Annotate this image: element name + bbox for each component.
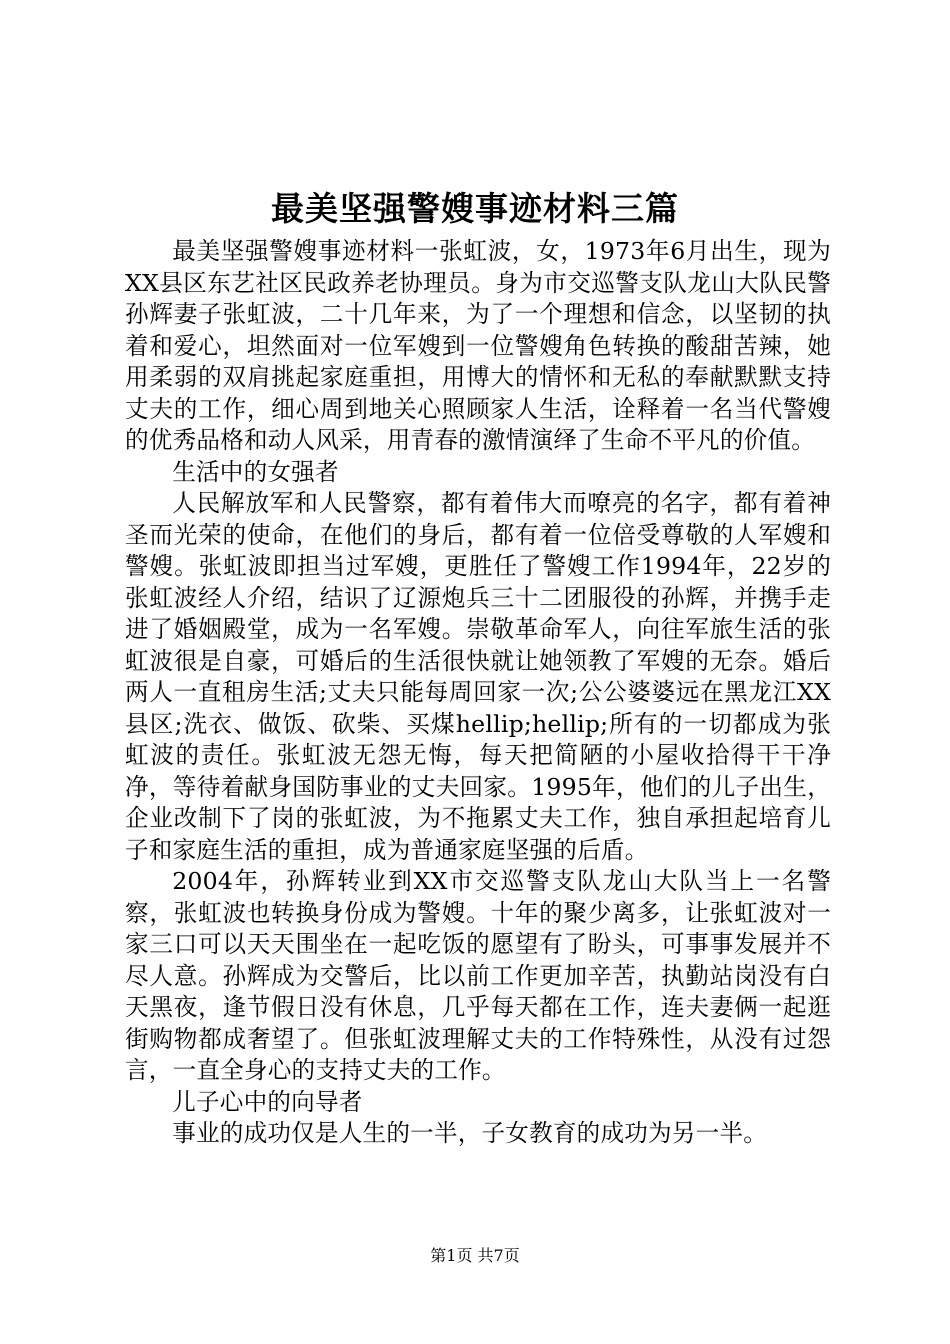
document-body [125,236,831,1150]
body-paragraph: 人民解放军和人民警察，都有着伟大而嘹亮的名字，都有着神圣而光荣的使命，在他们的身后，都有着一位倍受尊敬的人军嫂和警嫂。张虹波即担当过军嫂，更胜任了警嫂工作1994年，22岁的张虹波经人介绍，结识了辽源炮兵三十二团服役的孙辉，并携手走进了婚姻殿堂，成为一名军嫂。崇敬革命军人，向往军旅生活的张虹波很是自豪，可婚后的生活很快就让她领教了军嫂的无奈。婚后两人一直租房生活;丈夫只能每周回家一次;公公婆婆远在黑龙江XX县区;洗衣、做饭、砍柴、买煤hellip;hellip;所有的一切都成为张虹波的责任。张虹波无怨无悔，每天把简陋的小屋收拾得干干净净，等待着献身国防事业的丈夫回家。1995年，他们的儿子出生，企业改制下了岗的张虹波，为不拖累丈夫工作，独自承担起培育儿子和家庭生活的重担，成为普通家庭坚强的后盾。 [125,489,831,864]
page-number-footer: 第1页 共7页 [430,1246,520,1265]
section-heading: 生活中的女强者 [172,457,339,486]
body-paragraph: 事业的成功仅是人生的一半，子女教育的成功为另一半。 [172,1119,768,1147]
body-paragraph: 最美坚强警嫂事迹材料一张虹波，女，1973年6月出生，现为XX县区东艺社区民政养老协理员。身为市交巡警支队龙山大队民警孙辉妻子张虹波，二十几年来，为了一个理想和信念，以坚韧的执着和爱心，坦然面对一位军嫂到一位警嫂角色转换的酸甜苦辣，她用柔弱的双肩挑起家庭重担，用博大的情怀和无私的奉献默默支持丈夫的工作，细心周到地关心照顾家人生活，诠释着一名当代警嫂的优秀品格和动人风采，用青春的激情演绎了生命不平凡的价值。 [125,237,831,454]
section-heading: 儿子心中的向导者 [172,1087,363,1116]
body-paragraph: 2004年，孙辉转业到XX市交巡警支队龙山大队当上一名警察，张虹波也转换身份成为警嫂。十年的聚少离多，让张虹波对一家三口可以天天围坐在一起吃饭的愿望有了盼头，可事事发展并不尽人意。孙辉成为交警后，比以前工作更加辛苦，执勤站岗没有白天黑夜，逢节假日没有休息，几乎每天都在工作，连夫妻俩一起逛街购物都成奢望了。但张虹波理解丈夫的工作特殊性，从没有过怨言，一直全身心的支持丈夫的工作。 [125,867,831,1084]
document-title: 最美坚强警嫂事迹材料三篇 [271,189,679,228]
